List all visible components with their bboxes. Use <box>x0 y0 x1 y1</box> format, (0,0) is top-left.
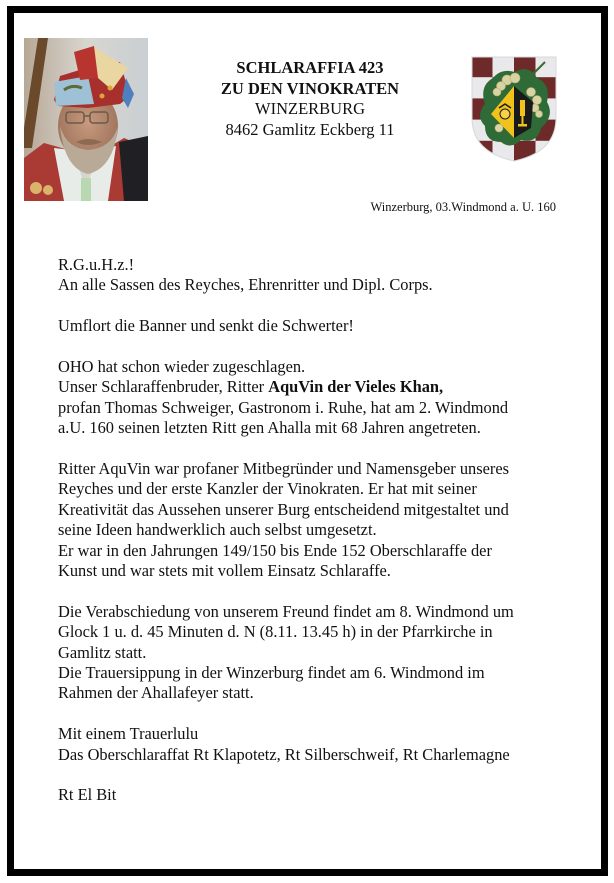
crest-checker-tile <box>536 56 558 78</box>
letter-body <box>58 255 578 826</box>
biography-block <box>58 459 578 581</box>
arrangements-line: Gamlitz statt. <box>58 642 147 662</box>
address: 8462 Gamlitz Eckberg 11 <box>225 119 395 139</box>
announcement-line-2 <box>58 377 578 397</box>
salutation-block <box>58 255 578 296</box>
announcement-prefix: Unser Schlaraffenbruder, Ritter <box>58 377 269 397</box>
coat-of-arms <box>471 56 557 162</box>
call-to-mourning: Umflort die Banner und senkt die Schwerter! <box>58 316 354 336</box>
letterhead <box>160 58 460 140</box>
portrait-photo <box>24 38 148 201</box>
arrangements-line: Rahmen der Ahallafeyer statt. <box>58 683 254 703</box>
portrait-image <box>24 38 148 201</box>
signature-block <box>58 785 578 805</box>
call-block <box>58 316 578 336</box>
arrangements-line: Die Verabschiedung von unserem Freund findet am 8. Windmond um <box>58 601 514 621</box>
biography-line: Ritter AquVin war profaner Mitbegründer und Namensgeber unseres <box>58 459 509 479</box>
arrangements-line: Die Trauersippung in der Winzerburg findet am 6. Windmond im <box>58 663 485 683</box>
arrangements-block <box>58 602 578 704</box>
castle-name: WINZERBURG <box>255 99 365 118</box>
biography-line: seine Ideen handwerklich auch selbst umgesetzt. <box>58 520 377 540</box>
salutation: R.G.u.H.z.! <box>58 255 135 274</box>
biography-line: Reyches und der erste Kanzler der Vinokraten. Er hat mit seiner <box>58 479 477 499</box>
announcement-line-1: OHO hat schon wieder zugeschlagen. <box>58 357 306 376</box>
closing-signatories: Das Oberschlaraffat Rt Klapotetz, Rt Silberschweif, Rt Charlemagne <box>58 744 510 764</box>
society-name: SCHLARAFFIA 423 <box>236 58 384 77</box>
biography-line: Kreativität das Aussehen unserer Burg entscheidend mitgestaltet und <box>58 499 509 519</box>
knight-name: AquVin der Vieles Khan, <box>268 377 444 397</box>
crest-icon <box>471 56 557 162</box>
closing-line: Mit einem Trauerlulu <box>58 724 199 744</box>
addressees: An alle Sassen des Reyches, Ehrenritter und Dipl. Corps. <box>58 275 433 295</box>
society-subtitle: ZU DEN VINOKRATEN <box>220 78 400 98</box>
announcement-line-4: a.U. 160 seinen letzten Ritt gen Ahalla mit 68 Jahren angetreten. <box>58 418 481 438</box>
crest-checker-tile <box>514 141 536 162</box>
biography-line: Er war in den Jahrungen 149/150 bis Ende 152 Oberschlaraffe der <box>58 540 492 560</box>
crest-checker-tile <box>471 56 493 78</box>
closing-block <box>58 724 578 765</box>
announcement-line-3: profan Thomas Schweiger, Gastronom i. Ruhe, hat am 2. Windmond <box>58 397 509 417</box>
biography-line: Kunst und war stets mit vollem Einsatz Schlaraffe. <box>58 561 391 581</box>
dateline: Winzerburg, 03.Windmond a. U. 160 <box>370 200 556 214</box>
signature: Rt El Bit <box>58 785 117 805</box>
announcement-block <box>58 357 578 439</box>
arrangements-line: Glock 1 u. d. 45 Minuten d. N (8.11. 13.45 h) in der Pfarrkirche in <box>58 622 493 642</box>
